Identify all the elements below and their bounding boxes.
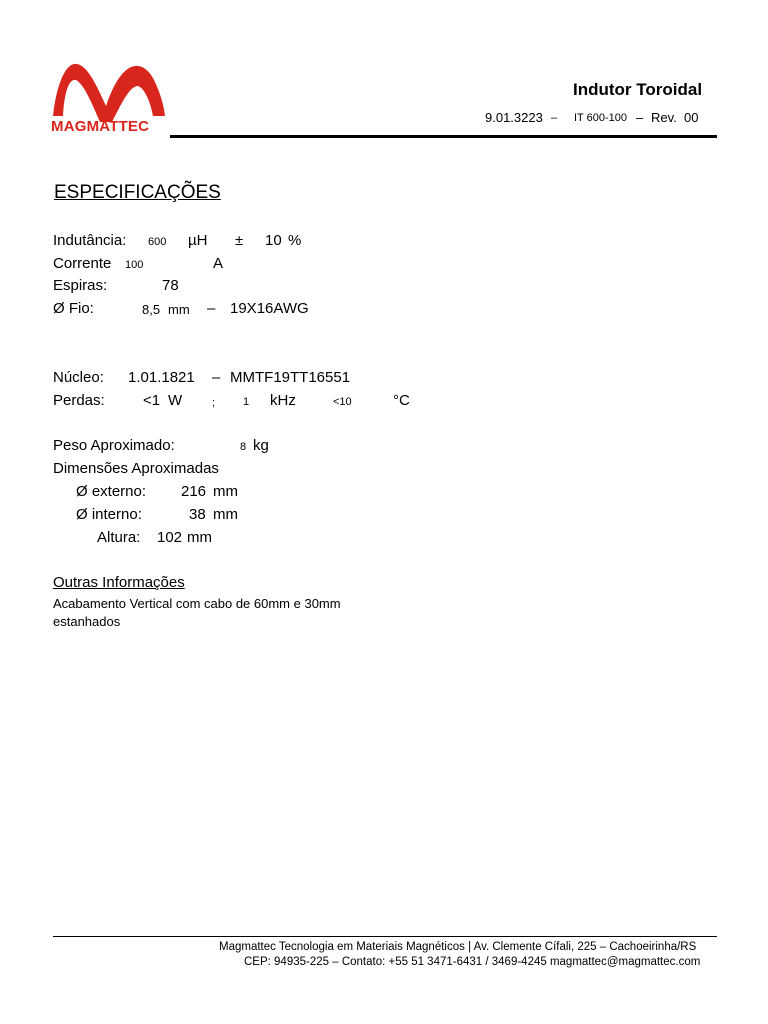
model-code: IT 600-100 — [574, 112, 628, 124]
perdas-unit: W — [168, 392, 183, 409]
perdas-label: Perdas: — [53, 392, 105, 409]
footer-divider — [53, 936, 717, 937]
corrente-label: Corrente — [53, 255, 112, 272]
fio-dash: – — [207, 300, 216, 317]
fio-awg: 19X16AWG — [230, 300, 309, 317]
perdas-value: <1 — [143, 392, 161, 409]
externo-label: Ø externo: — [76, 483, 147, 500]
indutancia-unit: µH — [188, 232, 208, 249]
header-divider — [170, 135, 717, 138]
nucleo-label: Núcleo: — [53, 369, 104, 386]
espiras-value: 78 — [162, 277, 179, 294]
rev-label: Rev. — [651, 110, 677, 125]
corrente-unit: A — [213, 255, 224, 272]
outras-heading: Outras Informações — [53, 574, 185, 591]
indutancia-tolerance: 10 — [265, 232, 282, 249]
rev-value: 00 — [684, 110, 699, 125]
indutancia-value: 600 — [148, 236, 167, 248]
section-heading: ESPECIFICAÇÕES — [54, 182, 221, 203]
interno-label: Ø interno: — [76, 506, 142, 523]
externo-unit: mm — [213, 483, 238, 500]
indutancia-percent: % — [288, 232, 302, 249]
interno-unit: mm — [213, 506, 238, 523]
fio-unit: mm — [168, 302, 190, 317]
dimensoes-label: Dimensões Aproximadas — [53, 460, 219, 477]
nucleo-code: 1.01.1821 — [128, 369, 195, 386]
fio-label: Ø Fio: — [53, 300, 94, 317]
perdas-frequency-unit: kHz — [270, 392, 296, 409]
header-dash-2: – — [636, 110, 644, 125]
indutancia-pm: ± — [235, 232, 244, 249]
perdas-frequency: 1 — [243, 396, 250, 408]
externo-value: 216 — [181, 483, 207, 500]
brand-name: MAGMATTEC — [51, 118, 150, 135]
perdas-temperature: <10 — [333, 396, 352, 408]
nucleo-dash: – — [212, 369, 221, 386]
peso-value: 8 — [240, 441, 247, 453]
document-title: Indutor Toroidal — [573, 80, 703, 99]
espiras-label: Espiras: — [53, 277, 108, 294]
altura-label: Altura: — [97, 529, 141, 546]
peso-label: Peso Aproximado: — [53, 437, 175, 454]
interno-value: 38 — [189, 506, 206, 523]
outras-line-1: Acabamento Vertical com cabo de 60mm e 30mm — [53, 596, 341, 611]
header-dash-1: – — [551, 112, 558, 124]
outras-line-2: estanhados — [53, 614, 121, 629]
nucleo-part: MMTF19TT16551 — [230, 369, 351, 386]
perdas-separator: ; — [212, 397, 216, 409]
indutancia-label: Indutância: — [53, 232, 127, 249]
corrente-value: 100 — [125, 259, 144, 271]
perdas-temperature-unit: °C — [393, 392, 410, 409]
footer-contact: CEP: 94935-225 – Contato: +55 51 3471-6431 / 3469-4245 magmattec@magmattec.com — [244, 956, 701, 968]
altura-unit: mm — [187, 529, 212, 546]
document-code: 9.01.3223 — [485, 110, 543, 125]
peso-unit: kg — [253, 437, 269, 454]
altura-value: 102 — [157, 529, 183, 546]
footer-address: Magmattec Tecnologia em Materiais Magnéticos | Av. Clemente Cífali, 225 – Cachoeirinha/RS — [219, 941, 697, 953]
fio-value: 8,5 — [142, 302, 161, 317]
